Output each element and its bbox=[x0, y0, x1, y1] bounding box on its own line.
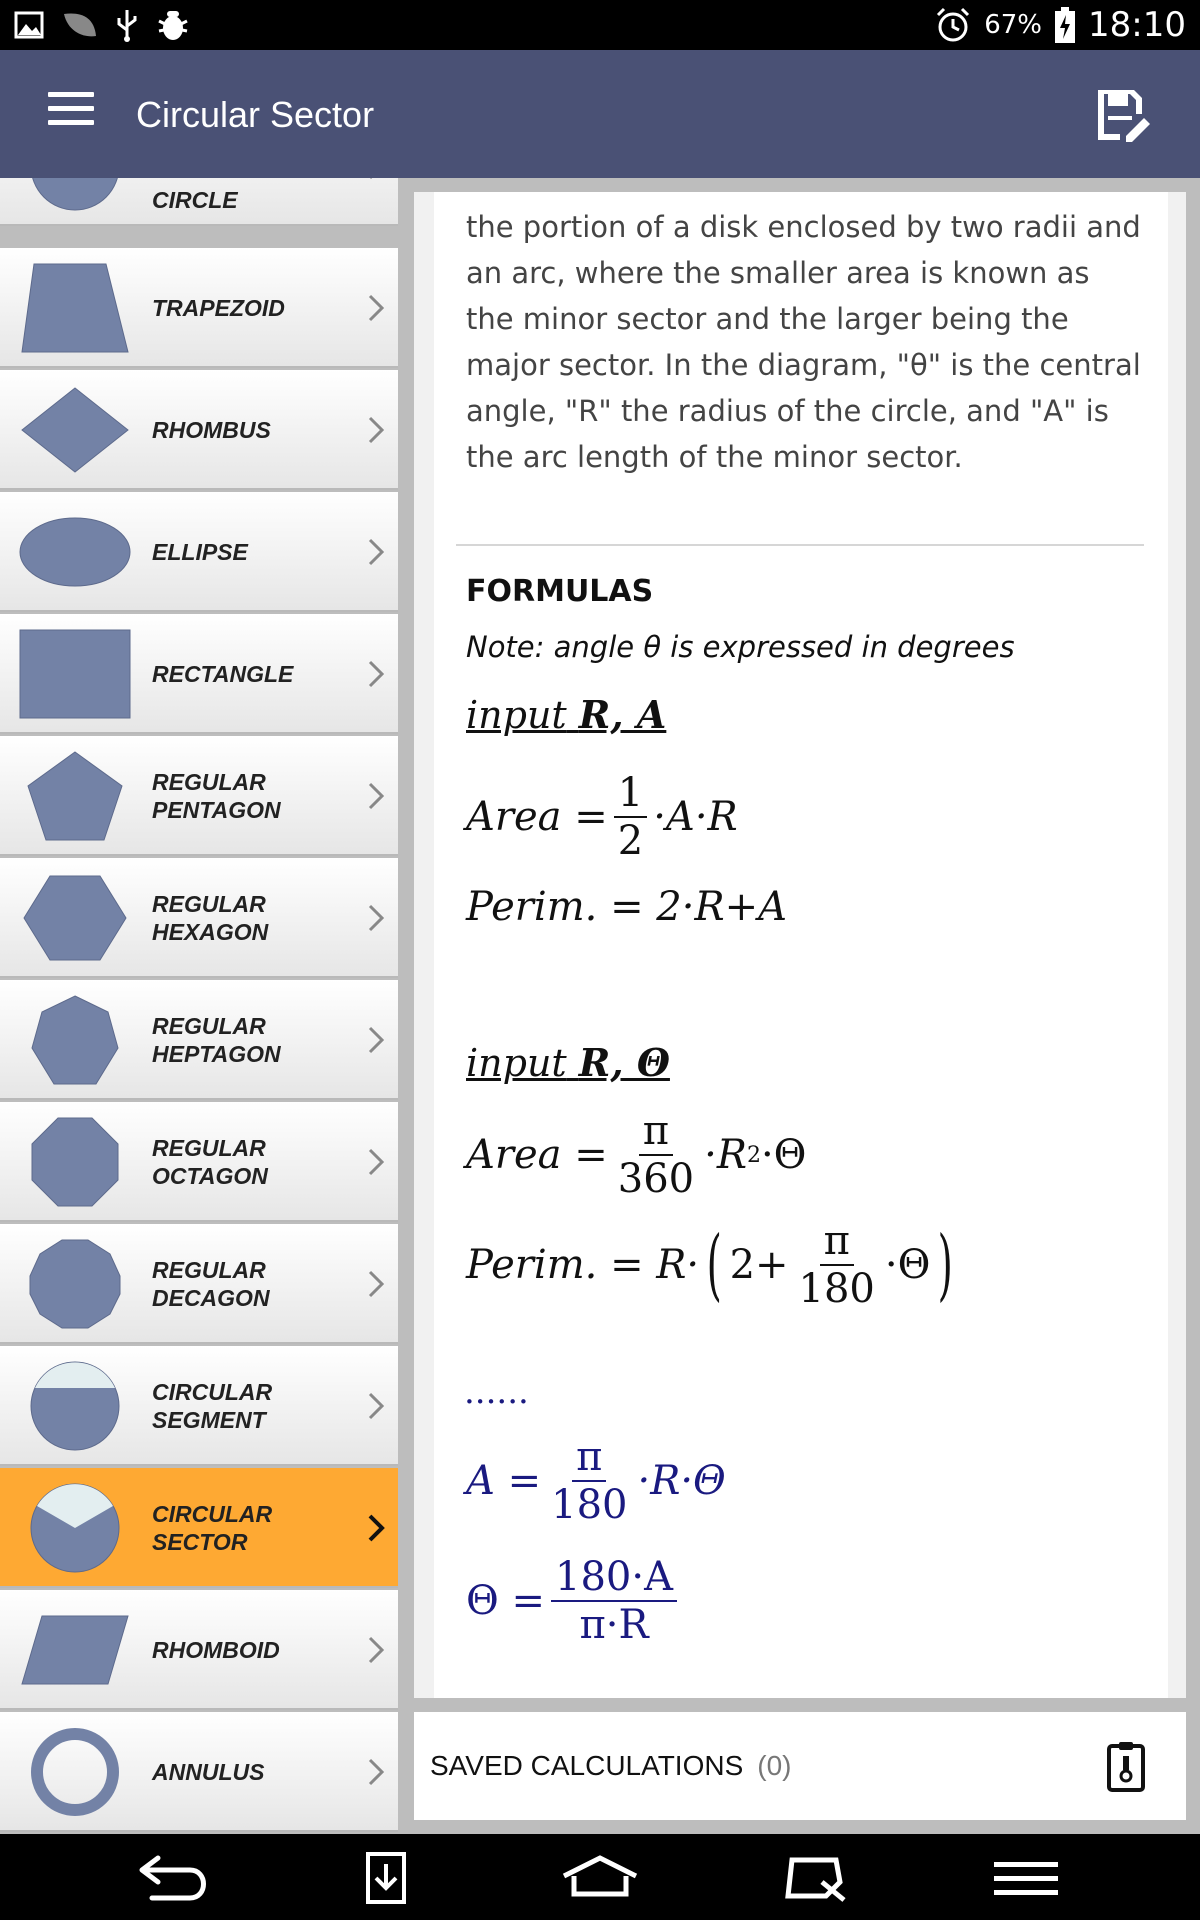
saved-calculations-bar[interactable] bbox=[414, 1712, 1186, 1820]
dots-separator: ...... bbox=[464, 1372, 529, 1412]
ellipse-icon bbox=[18, 504, 132, 600]
hamburger-menu-icon[interactable] bbox=[48, 92, 94, 136]
save-edit-icon[interactable] bbox=[1094, 86, 1152, 144]
sidebar-item-label: REGULAR OCTAGON bbox=[152, 1135, 268, 1189]
sidebar-item-label: ELLIPSE bbox=[152, 539, 248, 565]
content-panel bbox=[414, 192, 1186, 1698]
sidebar-item-regular-decagon[interactable] bbox=[0, 1224, 398, 1344]
saved-calculations-label: SAVED CALCULATIONS (0) bbox=[430, 1750, 792, 1781]
battery-percent: 67% bbox=[984, 10, 1043, 40]
app-bar bbox=[0, 50, 1200, 178]
sidebar-item-label: REGULAR HEPTAGON bbox=[152, 1013, 281, 1067]
sidebar-item-label: RECTANGLE bbox=[152, 661, 294, 687]
circular-segment-icon bbox=[18, 1358, 132, 1454]
input-heading-r-theta: input R, Θ bbox=[466, 1040, 670, 1085]
recent-apps-icon[interactable] bbox=[774, 1852, 854, 1904]
rectangle-icon bbox=[18, 626, 132, 722]
angle-note: Note: angle θ is expressed in degrees bbox=[466, 630, 1015, 664]
chevron-right-icon bbox=[366, 780, 386, 812]
chevron-right-icon bbox=[366, 1512, 386, 1544]
sidebar-item-regular-heptagon[interactable] bbox=[0, 980, 398, 1100]
chevron-right-icon bbox=[366, 902, 386, 934]
rhombus-icon bbox=[18, 382, 132, 478]
chevron-right-icon bbox=[366, 1268, 386, 1300]
home-icon[interactable] bbox=[560, 1852, 640, 1904]
chevron-right-icon bbox=[366, 536, 386, 568]
sidebar-item-rhomboid[interactable] bbox=[0, 1590, 398, 1710]
sidebar-item-label: RHOMBOID bbox=[152, 1637, 280, 1663]
chevron-right-icon bbox=[366, 178, 386, 182]
sidebar-item-annulus[interactable] bbox=[0, 1712, 398, 1832]
octagon-icon bbox=[18, 1114, 132, 1210]
annulus-icon bbox=[18, 1724, 132, 1820]
shape-list bbox=[0, 178, 400, 1834]
sidebar-item-circle[interactable] bbox=[0, 178, 398, 226]
formula-perimeter-r-a: Perim. = 2·R+A bbox=[466, 884, 787, 930]
chevron-right-icon bbox=[366, 414, 386, 446]
clock: 18:10 bbox=[1088, 5, 1186, 45]
sidebar-item-regular-pentagon[interactable] bbox=[0, 736, 398, 856]
formula-card[interactable] bbox=[434, 192, 1168, 1698]
battery-charging-icon bbox=[1054, 6, 1076, 44]
circle-icon bbox=[18, 178, 132, 214]
chevron-right-icon bbox=[366, 292, 386, 324]
hexagon-icon bbox=[18, 870, 132, 966]
saved-count: (0) bbox=[757, 1750, 792, 1781]
sidebar-item-label: ANNULUS bbox=[152, 1759, 265, 1785]
formula-area-r-a: Area = $\frac{1}{2}$ ·A·R bbox=[466, 770, 738, 864]
formula-theta: Θ = $\frac{180\cdot A}{\pi\cdot R}$ bbox=[466, 1556, 683, 1646]
formulas-heading: FORMULAS bbox=[466, 574, 654, 609]
sidebar-item-regular-octagon[interactable] bbox=[0, 1102, 398, 1222]
trapezoid-icon bbox=[18, 260, 132, 356]
sidebar-item-label: RHOMBUS bbox=[152, 417, 271, 443]
sidebar-item-ellipse[interactable] bbox=[0, 492, 398, 612]
image-icon bbox=[14, 10, 44, 40]
sidebar-item-circular-segment[interactable] bbox=[0, 1346, 398, 1466]
heptagon-icon bbox=[18, 992, 132, 1088]
back-icon[interactable] bbox=[134, 1852, 214, 1904]
formula-arc-length: A = $\frac{\pi}{180}$ ·R·Θ bbox=[466, 1434, 726, 1528]
chevron-right-icon bbox=[366, 1634, 386, 1666]
clipboard-icon[interactable] bbox=[1106, 1740, 1146, 1792]
sidebar-item-label: CIRCULAR SECTOR bbox=[152, 1501, 273, 1555]
rhomboid-icon bbox=[18, 1602, 132, 1698]
navigation-bar bbox=[0, 1834, 1200, 1920]
page-title: Circular Sector bbox=[136, 94, 375, 135]
description-text: the portion of a disk enclosed by two radii and an arc, where the smaller area is known as the minor sector and the larger being the major sector. In the diagram, "θ" is the central angle, "R" the radius of the circle, and "A" is the arc length of the minor sector. bbox=[466, 210, 1141, 474]
input-heading-r-a: input R, A bbox=[466, 692, 667, 737]
usb-icon bbox=[116, 8, 138, 42]
decagon-icon bbox=[18, 1236, 132, 1332]
formula-area-r-theta: Area = $\frac{\pi}{360}$ ·R 2 ·Θ bbox=[466, 1108, 807, 1202]
pentagon-icon bbox=[18, 748, 132, 844]
content-area bbox=[400, 178, 1200, 1834]
sidebar-item-label: CIRCLE bbox=[152, 187, 238, 213]
sidebar-item-label: TRAPEZOID bbox=[152, 295, 285, 321]
chevron-right-icon bbox=[366, 1146, 386, 1178]
status-bar bbox=[0, 0, 1200, 50]
leaf-icon bbox=[62, 10, 98, 40]
sidebar-item-label: CIRCULAR SEGMENT bbox=[152, 1379, 273, 1433]
sidebar-item-rectangle[interactable] bbox=[0, 614, 398, 734]
circular-sector-icon bbox=[18, 1480, 132, 1576]
sidebar-item-label: REGULAR PENTAGON bbox=[152, 769, 281, 823]
sidebar-item-circular-sector[interactable] bbox=[0, 1468, 398, 1588]
sidebar-item-regular-hexagon[interactable] bbox=[0, 858, 398, 978]
chevron-right-icon bbox=[366, 1756, 386, 1788]
formula-perimeter-r-theta: Perim. = R· ( 2+ $\frac{\pi}{180}$ ·Θ ) bbox=[466, 1218, 954, 1312]
chevron-right-icon bbox=[366, 1024, 386, 1056]
sidebar-item-label: REGULAR DECAGON bbox=[152, 1257, 270, 1311]
chevron-right-icon bbox=[366, 658, 386, 690]
chevron-right-icon bbox=[366, 1390, 386, 1422]
sidebar-item-trapezoid[interactable] bbox=[0, 248, 398, 368]
bug-icon bbox=[156, 9, 190, 41]
sidebar-item-rhombus[interactable] bbox=[0, 370, 398, 490]
divider bbox=[456, 544, 1144, 546]
download-icon[interactable] bbox=[346, 1852, 426, 1904]
alarm-icon bbox=[934, 6, 972, 44]
menu-icon[interactable] bbox=[988, 1852, 1068, 1904]
sidebar-item-label: REGULAR HEXAGON bbox=[152, 891, 269, 945]
